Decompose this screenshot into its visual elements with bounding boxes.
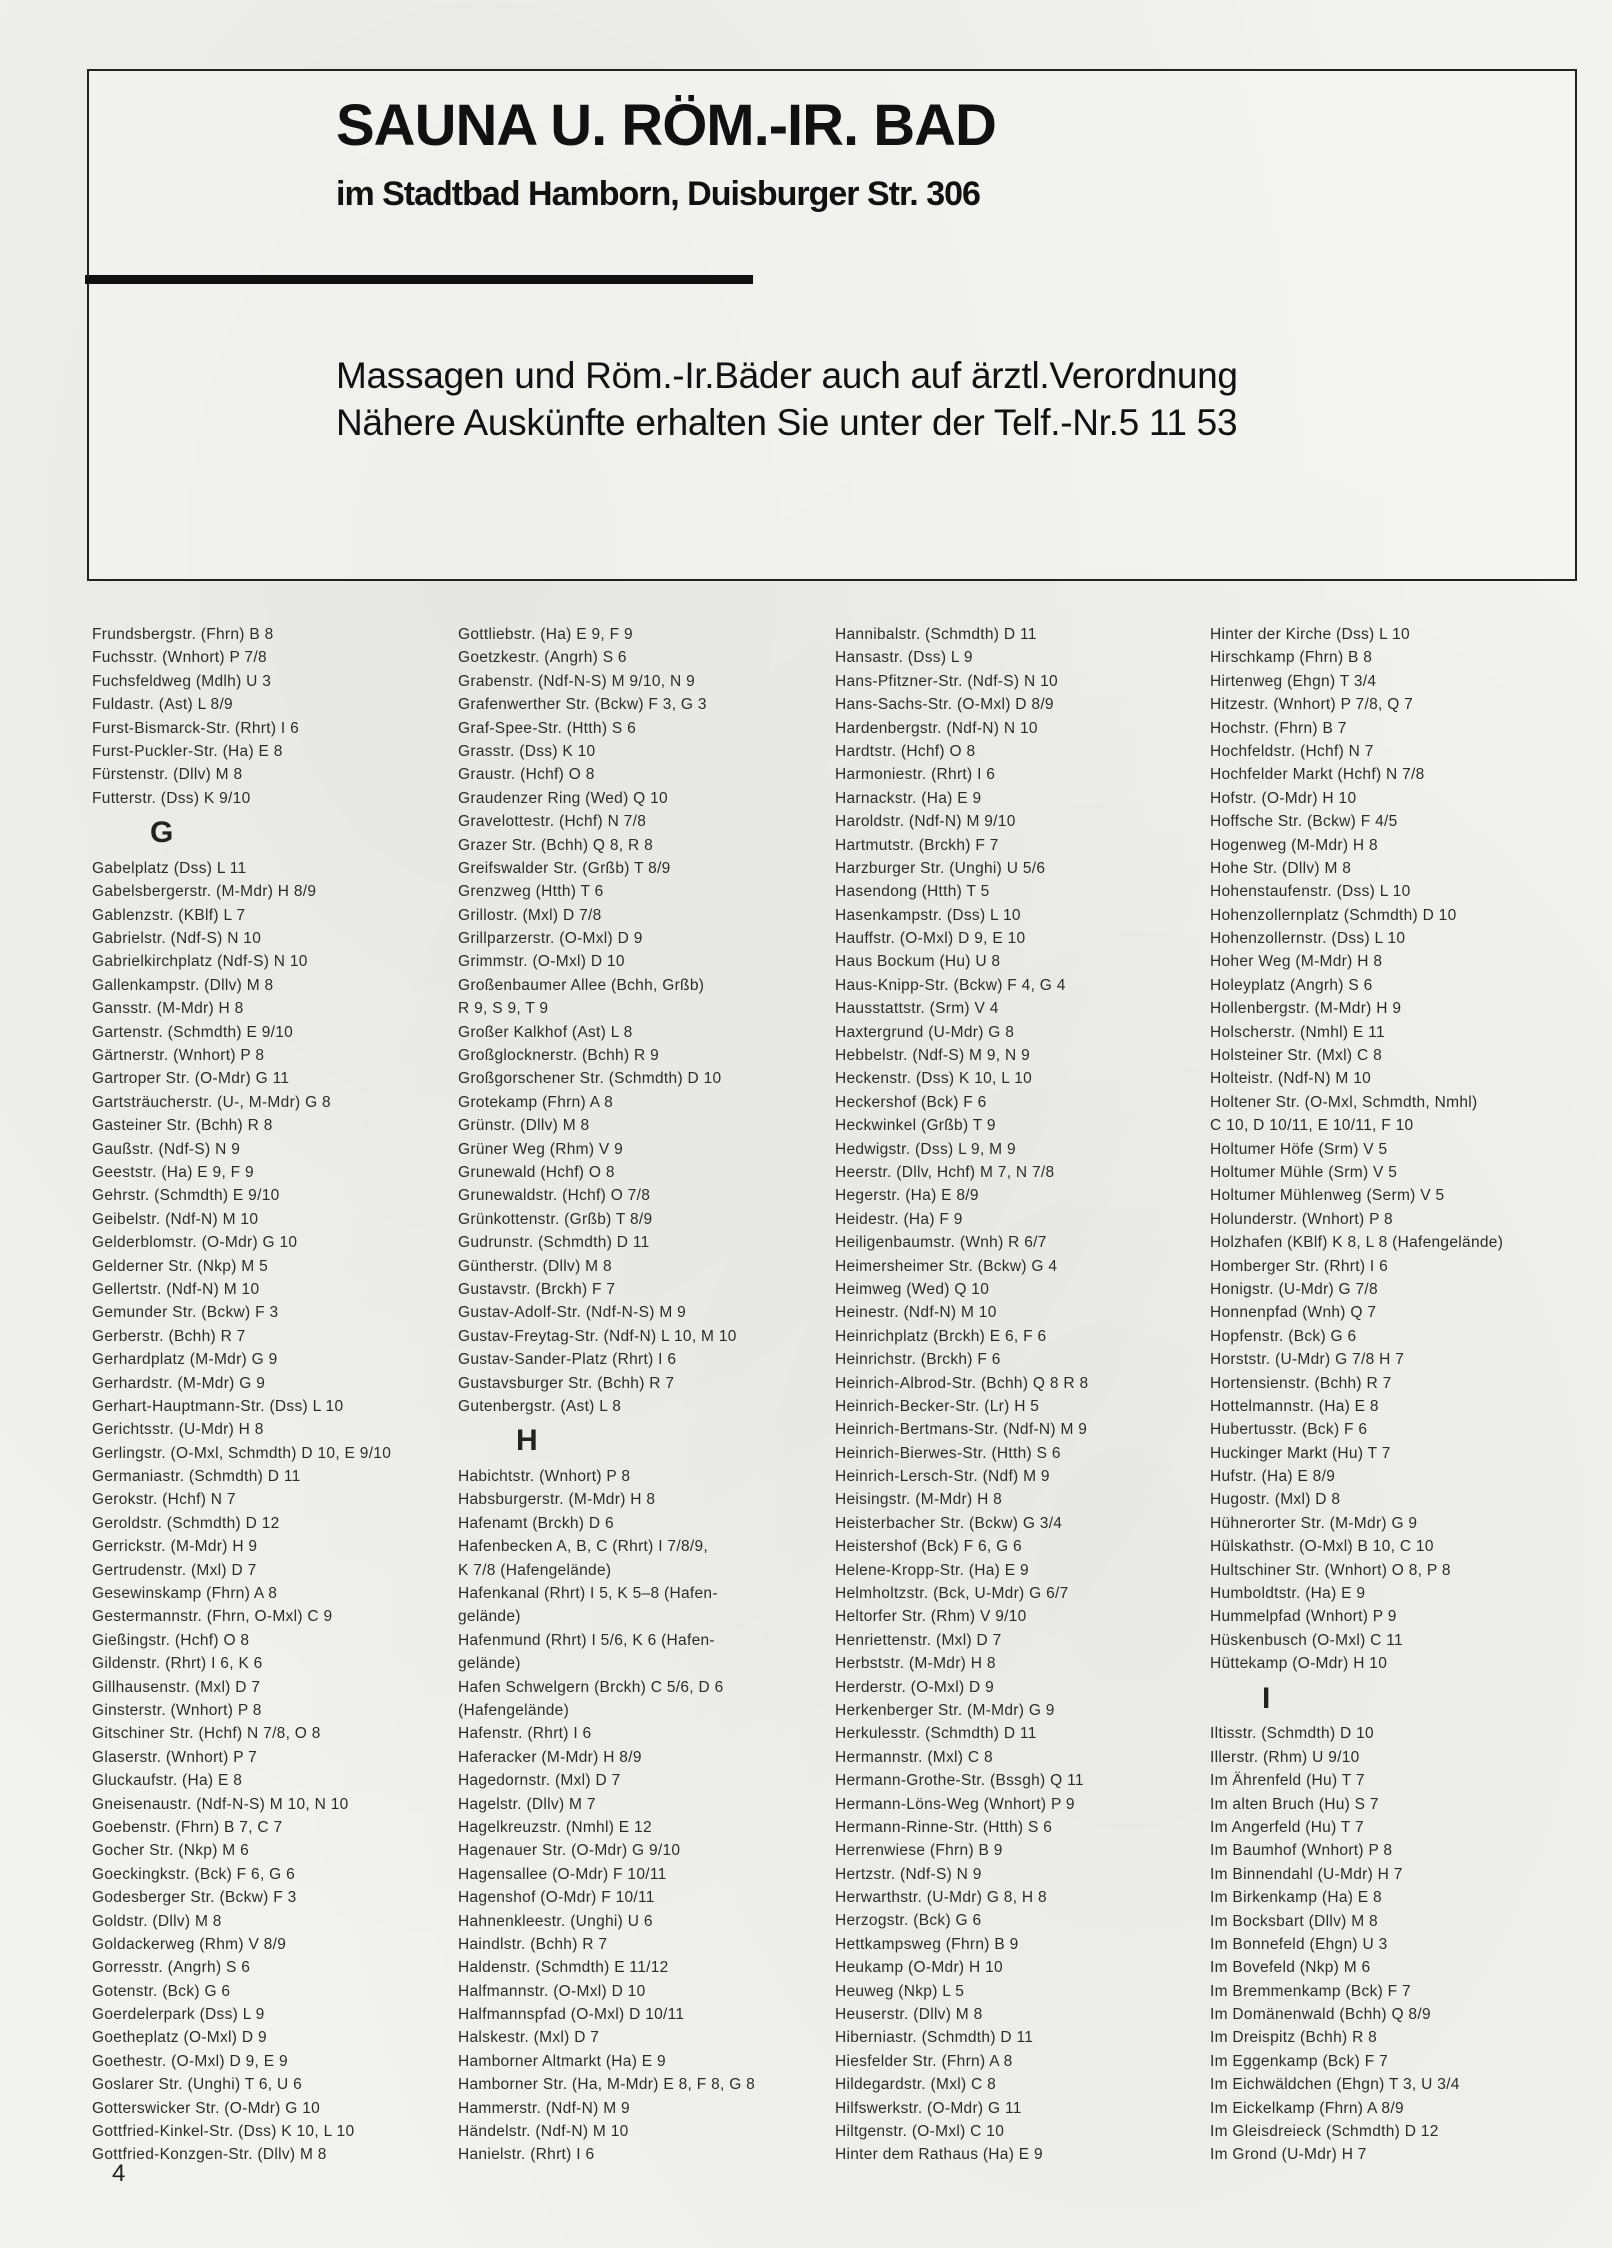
street-index-entry: Goslarer Str. (Unghi) T 6, U 6 bbox=[92, 2076, 303, 2094]
street-index-entry: Hochstr. (Fhrn) B 7 bbox=[1210, 719, 1347, 737]
street-index-entry: Hohenzollernstr. (Dss) L 10 bbox=[1210, 930, 1406, 948]
street-index-entry: Gelderblomstr. (O-Mdr) G 10 bbox=[92, 1234, 298, 1252]
street-index-entry: Gorresstr. (Angrh) S 6 bbox=[92, 1959, 251, 1977]
street-index-entry: Fuchsfeldweg (Mdlh) U 3 bbox=[92, 672, 272, 690]
street-index-entry: Helmholtzstr. (Bck, U-Mdr) G 6/7 bbox=[835, 1585, 1069, 1603]
street-index-entry: Gelderner Str. (Nkp) M 5 bbox=[92, 1257, 269, 1275]
street-index-entry: Hinter dem Rathaus (Ha) E 9 bbox=[835, 2146, 1043, 2164]
ad-text-line-1: Massagen und Röm.-Ir.Bäder auch auf ärztl.Verordnung bbox=[336, 355, 1238, 396]
street-index-entry: Hammerstr. (Ndf-N) M 9 bbox=[458, 2099, 630, 2117]
ad-text-line-2: Nähere Auskünfte erhalten Sie unter der Telf.-Nr.5 11 53 bbox=[336, 402, 1238, 443]
ad-title: SAUNA U. RÖM.-IR. BAD bbox=[336, 93, 996, 158]
street-index-entry: Gerrickstr. (M-Mdr) H 9 bbox=[92, 1538, 258, 1556]
street-index-entry: Futterstr. (Dss) K 9/10 bbox=[92, 789, 251, 807]
street-index-entry: Godesberger Str. (Bckw) F 3 bbox=[92, 1889, 297, 1907]
street-index-entry: Hettkampsweg (Fhrn) B 9 bbox=[835, 1935, 1019, 1953]
street-index-entry: Hopfenstr. (Bck) G 6 bbox=[1210, 1327, 1357, 1345]
street-index-entry: Haferacker (M-Mdr) H 8/9 bbox=[458, 1748, 642, 1766]
street-index-entry: Heltorfer Str. (Rhm) V 9/10 bbox=[835, 1608, 1027, 1626]
street-index-entry: Fürstenstr. (Dllv) M 8 bbox=[92, 766, 243, 784]
street-index-entry: Heukamp (O-Mdr) H 10 bbox=[835, 1959, 1003, 1977]
street-index-entry: Hermann-Löns-Weg (Wnhort) P 9 bbox=[835, 1795, 1075, 1813]
street-index-entry: Grüner Weg (Rhm) V 9 bbox=[458, 1140, 624, 1158]
street-index-entry: Herrenwiese (Fhrn) B 9 bbox=[835, 1842, 1003, 1860]
street-index-entry: Gärtnerstr. (Wnhort) P 8 bbox=[92, 1047, 265, 1065]
street-index-column-4 bbox=[1210, 623, 1503, 2167]
section-letter-heading: H bbox=[516, 1424, 538, 1458]
street-index-entry: Hagelkreuzstr. (Nmhl) E 12 bbox=[458, 1818, 652, 1836]
street-index-entry: Frundsbergstr. (Fhrn) B 8 bbox=[92, 626, 274, 643]
street-index-entry: Hegerstr. (Ha) E 8/9 bbox=[835, 1187, 979, 1205]
street-index-entry: Gustav-Freytag-Str. (Ndf-N) L 10, M 10 bbox=[458, 1327, 737, 1345]
street-index-entry: Hafen Schwelgern (Brckh) C 5/6, D 6 bbox=[458, 1678, 724, 1696]
street-index-entry: Hohenzollernplatz (Schmdth) D 10 bbox=[1210, 906, 1457, 924]
street-index-entry: Goldackerweg (Rhm) V 8/9 bbox=[92, 1935, 287, 1953]
street-index-entry: Heinrich-Becker-Str. (Lr) H 5 bbox=[835, 1397, 1040, 1415]
street-index-entry: Gerichtsstr. (U-Mdr) H 8 bbox=[92, 1421, 264, 1439]
street-index-entry: Geibelstr. (Ndf-N) M 10 bbox=[92, 1210, 259, 1228]
street-index-entry: Gustavsburger Str. (Bchh) R 7 bbox=[458, 1374, 675, 1392]
street-index-entry: gelände) bbox=[458, 1655, 521, 1673]
street-index-entry: Gabrielstr. (Ndf-S) N 10 bbox=[92, 930, 262, 948]
street-index-entry: Großglocknerstr. (Bchh) R 9 bbox=[458, 1047, 660, 1065]
street-index-entry: Ginsterstr. (Wnhort) P 8 bbox=[92, 1701, 262, 1719]
street-index-entry: Hagenauer Str. (O-Mdr) G 9/10 bbox=[458, 1842, 681, 1860]
street-index-entry: Gerberstr. (Bchh) R 7 bbox=[92, 1327, 246, 1345]
street-index-entry: Heckershof (Bck) F 6 bbox=[835, 1093, 987, 1111]
street-index-entry: Hirtenweg (Ehgn) T 3/4 bbox=[1210, 672, 1377, 690]
street-index-entry: Hitzestr. (Wnhort) P 7/8, Q 7 bbox=[1210, 696, 1414, 714]
street-index-entry: Graudenzer Ring (Wed) Q 10 bbox=[458, 789, 668, 807]
street-index-entry: Hildegardstr. (Mxl) C 8 bbox=[835, 2076, 997, 2094]
street-index-entry: Hermann-Grothe-Str. (Bssgh) Q 11 bbox=[835, 1772, 1084, 1790]
street-index-entry: Hafenmund (Rhrt) I 5/6, K 6 (Hafen- bbox=[458, 1631, 715, 1649]
street-index-entry: Illerstr. (Rhm) U 9/10 bbox=[1210, 1748, 1360, 1766]
street-index-entry: C 10, D 10/11, E 10/11, F 10 bbox=[1210, 1117, 1414, 1135]
street-index-entry: Im Ährenfeld (Hu) T 7 bbox=[1210, 1772, 1365, 1790]
street-index-entry: Gotterswicker Str. (O-Mdr) G 10 bbox=[92, 2099, 321, 2117]
street-index-entry: Güntherstr. (Dllv) M 8 bbox=[458, 1257, 612, 1275]
street-index-entry: Holsteiner Str. (Mxl) C 8 bbox=[1210, 1047, 1383, 1065]
street-index-entry: Gutenbergstr. (Ast) L 8 bbox=[458, 1397, 622, 1415]
street-index-entry: Hiesfelder Str. (Fhrn) A 8 bbox=[835, 2052, 1013, 2070]
street-index-entry: Heinrich-Bierwes-Str. (Htth) S 6 bbox=[835, 1444, 1061, 1462]
street-index-entry: Heimweg (Wed) Q 10 bbox=[835, 1280, 990, 1298]
street-index-entry: Hohenstaufenstr. (Dss) L 10 bbox=[1210, 883, 1411, 901]
street-index-entry: Huckinger Markt (Hu) T 7 bbox=[1210, 1444, 1391, 1462]
street-index-entry: Goerdelerpark (Dss) L 9 bbox=[92, 2006, 265, 2024]
street-index-entry: Hafenamt (Brckh) D 6 bbox=[458, 1514, 614, 1532]
street-index-entry: Furst-Bismarck-Str. (Rhrt) I 6 bbox=[92, 719, 300, 737]
street-index-entry: Grillostr. (Mxl) D 7/8 bbox=[458, 906, 602, 924]
street-index-entry: Heerstr. (Dllv, Hchf) M 7, N 7/8 bbox=[835, 1163, 1055, 1181]
street-index-entry: Gustavstr. (Brckh) F 7 bbox=[458, 1280, 616, 1298]
street-index-entry: Hardtstr. (Hchf) O 8 bbox=[835, 742, 976, 760]
street-index-entry: Hinter der Kirche (Dss) L 10 bbox=[1210, 626, 1410, 643]
street-index-entry: Im alten Bruch (Hu) S 7 bbox=[1210, 1795, 1379, 1813]
street-index-entry: Holtumer Höfe (Srm) V 5 bbox=[1210, 1140, 1388, 1158]
section-letter-heading: I bbox=[1262, 1681, 1271, 1715]
street-index-entry: Halfmannspfad (O-Mxl) D 10/11 bbox=[458, 2006, 685, 2024]
street-index-entry: Hertzstr. (Ndf-S) N 9 bbox=[835, 1865, 982, 1883]
street-index-entry: Harnackstr. (Ha) E 9 bbox=[835, 789, 982, 807]
street-index-entry: Hansastr. (Dss) L 9 bbox=[835, 649, 973, 667]
street-index-entry: Iltisstr. (Schmdth) D 10 bbox=[1210, 1725, 1374, 1743]
street-index-entry: Hagedornstr. (Mxl) D 7 bbox=[458, 1772, 621, 1790]
street-index-entry: Hülskathstr. (O-Mxl) B 10, C 10 bbox=[1210, 1538, 1434, 1556]
street-index-entry: Heidestr. (Ha) F 9 bbox=[835, 1210, 963, 1228]
street-index-entry: Heinrichplatz (Brckh) E 6, F 6 bbox=[835, 1327, 1047, 1345]
street-index-entry: Hafenstr. (Rhrt) I 6 bbox=[458, 1725, 592, 1743]
street-index-entry: Horststr. (U-Mdr) G 7/8 H 7 bbox=[1210, 1351, 1405, 1369]
street-index-entry: Grünkottenstr. (Grßb) T 8/9 bbox=[458, 1210, 653, 1228]
street-index-entry: Holtumer Mühlenweg (Serm) V 5 bbox=[1210, 1187, 1445, 1205]
street-index-entry: Im Binnendahl (U-Mdr) H 7 bbox=[1210, 1865, 1403, 1883]
street-index-entry: Hoher Weg (M-Mdr) H 8 bbox=[1210, 953, 1383, 971]
street-index-entry: Heckenstr. (Dss) K 10, L 10 bbox=[835, 1070, 1033, 1088]
street-index-entry: Haindlstr. (Bchh) R 7 bbox=[458, 1935, 608, 1953]
street-index-entry: Gerlingstr. (O-Mxl, Schmdth) D 10, E 9/10 bbox=[92, 1444, 392, 1462]
street-index-entry: Im Birkenkamp (Ha) E 8 bbox=[1210, 1889, 1382, 1907]
street-index-entry: Holteistr. (Ndf-N) M 10 bbox=[1210, 1070, 1372, 1088]
street-index-entry: K 7/8 (Hafengelände) bbox=[458, 1561, 612, 1579]
street-index-entry: Gotenstr. (Bck) G 6 bbox=[92, 1982, 231, 2000]
street-index-entry: Homberger Str. (Rhrt) I 6 bbox=[1210, 1257, 1389, 1275]
street-index-entry: Haus Bockum (Hu) U 8 bbox=[835, 953, 1001, 971]
street-index-entry: Im Eichwäldchen (Ehgn) T 3, U 3/4 bbox=[1210, 2076, 1460, 2094]
street-index-entry: R 9, S 9, T 9 bbox=[458, 1000, 549, 1018]
street-index-entry: Grafenwerther Str. (Bckw) F 3, G 3 bbox=[458, 696, 707, 714]
street-index-entry: Hagensallee (O-Mdr) F 10/11 bbox=[458, 1865, 667, 1883]
street-index-entry: Furst-Puckler-Str. (Ha) E 8 bbox=[92, 742, 283, 760]
street-index-entry: Heuserstr. (Dllv) M 8 bbox=[835, 2006, 983, 2024]
street-index-entry: Goeckingkstr. (Bck) F 6, G 6 bbox=[92, 1865, 296, 1883]
street-index-entry: Grotekamp (Fhrn) A 8 bbox=[458, 1093, 614, 1111]
street-index-entry: Im Eickelkamp (Fhrn) A 8/9 bbox=[1210, 2099, 1404, 2117]
street-index-entry: Im Angerfeld (Hu) T 7 bbox=[1210, 1818, 1364, 1836]
street-index-entry: Hollenbergstr. (M-Mdr) H 9 bbox=[1210, 1000, 1402, 1018]
street-index-entry: Goetzkestr. (Angrh) S 6 bbox=[458, 649, 627, 667]
street-index-entry: Gottfried-Konzgen-Str. (Dllv) M 8 bbox=[92, 2146, 327, 2164]
street-index-entry: Gerhart-Hauptmann-Str. (Dss) L 10 bbox=[92, 1397, 344, 1415]
street-index-entry: Gasteiner Str. (Bchh) R 8 bbox=[92, 1117, 273, 1135]
street-index-entry: Heiligenbaumstr. (Wnh) R 6/7 bbox=[835, 1234, 1047, 1252]
street-index-column-3 bbox=[835, 623, 1088, 2167]
street-index-entry: Herwarthstr. (U-Mdr) G 8, H 8 bbox=[835, 1889, 1047, 1907]
street-index-entry: Hagelstr. (Dllv) M 7 bbox=[458, 1795, 596, 1813]
street-index-entry: Hasenkampstr. (Dss) L 10 bbox=[835, 906, 1021, 924]
street-index-entry: Im Baumhof (Wnhort) P 8 bbox=[1210, 1842, 1393, 1860]
street-index-entry: Heisingstr. (M-Mdr) H 8 bbox=[835, 1491, 1003, 1509]
street-index-entry: Heisterbacher Str. (Bckw) G 3/4 bbox=[835, 1514, 1063, 1532]
street-index-entry: Herzogstr. (Bck) G 6 bbox=[835, 1912, 982, 1930]
street-index-entry: Habichtstr. (Wnhort) P 8 bbox=[458, 1468, 631, 1486]
street-index-entry: Honnenpfad (Wnh) Q 7 bbox=[1210, 1304, 1377, 1322]
street-index-entry: Hilfswerkstr. (O-Mdr) G 11 bbox=[835, 2099, 1022, 2117]
street-index-entry: Holscherstr. (Nmhl) E 11 bbox=[1210, 1023, 1385, 1041]
street-index-entry: Im Grond (U-Mdr) H 7 bbox=[1210, 2146, 1367, 2164]
street-index-entry: Gablenzstr. (KBlf) L 7 bbox=[92, 906, 246, 924]
ad-divider-rule bbox=[85, 275, 753, 284]
street-index-entry: Gustav-Sander-Platz (Rhrt) I 6 bbox=[458, 1351, 677, 1369]
street-index-entry: Gitschiner Str. (Hchf) N 7/8, O 8 bbox=[92, 1725, 321, 1743]
street-index-entry: Grunewald (Hchf) O 8 bbox=[458, 1163, 615, 1181]
street-index-entry: Im Bocksbart (Dllv) M 8 bbox=[1210, 1912, 1378, 1930]
street-index-entry: Gildenstr. (Rhrt) I 6, K 6 bbox=[92, 1655, 263, 1673]
street-index-entry: Gneisenaustr. (Ndf-N-S) M 10, N 10 bbox=[92, 1795, 349, 1813]
street-index-entry: Gabelsbergerstr. (M-Mdr) H 8/9 bbox=[92, 883, 317, 901]
street-index-entry: Im Bovefeld (Nkp) M 6 bbox=[1210, 1959, 1371, 1977]
street-index-entry: Hüttekamp (O-Mdr) H 10 bbox=[1210, 1655, 1388, 1673]
street-index-entry: Gertrudenstr. (Mxl) D 7 bbox=[92, 1561, 257, 1579]
street-index-entry: Grillparzerstr. (O-Mxl) D 9 bbox=[458, 930, 643, 948]
street-index-entry: Herkulesstr. (Schmdth) D 11 bbox=[835, 1725, 1037, 1743]
street-index-entry: Glaserstr. (Wnhort) P 7 bbox=[92, 1748, 258, 1766]
street-index-entry: Hermann-Rinne-Str. (Htth) S 6 bbox=[835, 1818, 1053, 1836]
street-index-entry: Gießingstr. (Hchf) O 8 bbox=[92, 1631, 250, 1649]
street-index-entry: Heistershof (Bck) F 6, G 6 bbox=[835, 1538, 1022, 1556]
street-index-entry: Hans-Pfitzner-Str. (Ndf-S) N 10 bbox=[835, 672, 1058, 690]
street-index-entry: Großenbaumer Allee (Bchh, Grßb) bbox=[458, 976, 705, 994]
street-index-entry: Helene-Kropp-Str. (Ha) E 9 bbox=[835, 1561, 1029, 1579]
street-index-entry: Hohe Str. (Dllv) M 8 bbox=[1210, 859, 1352, 877]
street-index-entry: Gustav-Adolf-Str. (Ndf-N-S) M 9 bbox=[458, 1304, 687, 1322]
street-index-column-1 bbox=[92, 623, 391, 2167]
street-index-entry: Gestermannstr. (Fhrn, O-Mxl) C 9 bbox=[92, 1608, 333, 1626]
street-index-entry: Im Gleisdreieck (Schmdth) D 12 bbox=[1210, 2123, 1439, 2141]
street-index-entry: Hochfeldstr. (Hchf) N 7 bbox=[1210, 742, 1374, 760]
street-index-entry: Fuldastr. (Ast) L 8/9 bbox=[92, 696, 233, 714]
street-index-entry: Hahnenkleestr. (Unghi) U 6 bbox=[458, 1912, 653, 1930]
street-index-entry: Grunewaldstr. (Hchf) O 7/8 bbox=[458, 1187, 651, 1205]
street-index-entry: Gansstr. (M-Mdr) H 8 bbox=[92, 1000, 244, 1018]
street-index-entry: Habsburgerstr. (M-Mdr) H 8 bbox=[458, 1491, 656, 1509]
street-index-entry: Gillhausenstr. (Mxl) D 7 bbox=[92, 1678, 261, 1696]
street-index-entry: Gravelottestr. (Hchf) N 7/8 bbox=[458, 813, 647, 831]
street-index-entry: Heinrich-Lersch-Str. (Ndf) M 9 bbox=[835, 1468, 1050, 1486]
street-index-entry: Heinrichstr. (Brckh) F 6 bbox=[835, 1351, 1001, 1369]
street-index-entry: Hamborner Altmarkt (Ha) E 9 bbox=[458, 2052, 666, 2070]
street-index-entry: Hiltgenstr. (O-Mxl) C 10 bbox=[835, 2123, 1005, 2140]
street-index-entry: Heinrich-Albrod-Str. (Bchh) Q 8 R 8 bbox=[835, 1374, 1089, 1392]
street-index-entry: Händelstr. (Ndf-N) M 10 bbox=[458, 2123, 629, 2141]
street-index-entry: Holtumer Mühle (Srm) V 5 bbox=[1210, 1163, 1398, 1181]
street-index-entry: Heimersheimer Str. (Bckw) G 4 bbox=[835, 1257, 1058, 1275]
street-index-entry: Greifswalder Str. (Grßb) T 8/9 bbox=[458, 859, 671, 877]
street-index-entry: Hagenshof (O-Mdr) F 10/11 bbox=[458, 1889, 655, 1907]
street-index-entry: Gehrstr. (Schmdth) E 9/10 bbox=[92, 1187, 280, 1205]
street-index-entry: Gemunder Str. (Bckw) F 3 bbox=[92, 1304, 279, 1322]
street-index-entry: Goethestr. (O-Mxl) D 9, E 9 bbox=[92, 2052, 288, 2070]
street-index-entry: Holzhafen (KBlf) K 8, L 8 (Hafengelände) bbox=[1210, 1234, 1504, 1252]
street-index-entry: Gellertstr. (Ndf-N) M 10 bbox=[92, 1280, 260, 1298]
street-index-entry: Hoffsche Str. (Bckw) F 4/5 bbox=[1210, 813, 1398, 831]
street-index-entry: Gartroper Str. (O-Mdr) G 11 bbox=[92, 1070, 290, 1088]
street-index-entry: Hebbelstr. (Ndf-S) M 9, N 9 bbox=[835, 1047, 1031, 1065]
street-index-entry: Herderstr. (O-Mxl) D 9 bbox=[835, 1678, 995, 1696]
street-index-entry: Hirschkamp (Fhrn) B 8 bbox=[1210, 649, 1373, 667]
street-index-entry: Hafenbecken A, B, C (Rhrt) I 7/8/9, bbox=[458, 1538, 709, 1556]
street-index-entry: Hortensienstr. (Bchh) R 7 bbox=[1210, 1374, 1392, 1392]
street-index-entry: Geeststr. (Ha) E 9, F 9 bbox=[92, 1164, 254, 1181]
street-index-entry: Haus-Knipp-Str. (Bckw) F 4, G 4 bbox=[835, 976, 1066, 994]
street-index-entry: Grabenstr. (Ndf-N-S) M 9/10, N 9 bbox=[458, 672, 695, 690]
street-index-entry: Gesewinskamp (Fhrn) A 8 bbox=[92, 1585, 278, 1603]
street-index-entry: Grazer Str. (Bchh) Q 8, R 8 bbox=[458, 836, 654, 854]
street-index-entry: Großer Kalkhof (Ast) L 8 bbox=[458, 1023, 633, 1041]
street-index-entry: Hofstr. (O-Mdr) H 10 bbox=[1210, 789, 1357, 807]
street-index-entry: (Hafengelände) bbox=[458, 1701, 570, 1719]
street-index-entry: Goldstr. (Dllv) M 8 bbox=[92, 1912, 222, 1930]
street-index-entry: Geroldstr. (Schmdth) D 12 bbox=[92, 1514, 280, 1532]
ad-subtitle: im Stadtbad Hamborn, Duisburger Str. 306 bbox=[336, 175, 980, 213]
street-index-entry: Hubertusstr. (Bck) F 6 bbox=[1210, 1421, 1368, 1439]
street-index-entry: Herbststr. (M-Mdr) H 8 bbox=[835, 1655, 996, 1673]
street-index-entry: Herkenberger Str. (M-Mdr) G 9 bbox=[835, 1701, 1055, 1719]
street-index-entry: Holtener Str. (O-Mxl, Schmdth, Nmhl) bbox=[1210, 1093, 1478, 1111]
street-index-entry: Holeyplatz (Angrh) S 6 bbox=[1210, 976, 1373, 994]
street-index-entry: Gartenstr. (Schmdth) E 9/10 bbox=[92, 1023, 294, 1041]
street-index-entry: Hochfelder Markt (Hchf) N 7/8 bbox=[1210, 766, 1425, 784]
street-index-entry: Hausstattstr. (Srm) V 4 bbox=[835, 1000, 999, 1018]
street-index-entry: Hermannstr. (Mxl) C 8 bbox=[835, 1748, 993, 1766]
street-index-entry: Im Bremmenkamp (Bck) F 7 bbox=[1210, 1982, 1411, 2000]
street-index-entry: Gudrunstr. (Schmdth) D 11 bbox=[458, 1234, 650, 1252]
street-index-entry: Holunderstr. (Wnhort) P 8 bbox=[1210, 1210, 1393, 1228]
section-letter-heading: G bbox=[150, 816, 174, 850]
street-index-entry: Gerhardplatz (M-Mdr) G 9 bbox=[92, 1351, 278, 1369]
street-index-entry: Germaniastr. (Schmdth) D 11 bbox=[92, 1468, 301, 1486]
street-index-entry: Gaußstr. (Ndf-S) N 9 bbox=[92, 1140, 241, 1158]
street-index-column-2 bbox=[458, 623, 755, 2167]
street-index-entry: Heinrich-Bertmans-Str. (Ndf-N) M 9 bbox=[835, 1421, 1088, 1439]
street-index-entry: Halskestr. (Mxl) D 7 bbox=[458, 2029, 600, 2047]
street-index-entry: Hogenweg (M-Mdr) H 8 bbox=[1210, 836, 1378, 854]
street-index-entry: Hultschiner Str. (Wnhort) O 8, P 8 bbox=[1210, 1561, 1451, 1579]
street-index-entry: Hufstr. (Ha) E 8/9 bbox=[1210, 1468, 1336, 1486]
street-index-entry: Haxtergrund (U-Mdr) G 8 bbox=[835, 1023, 1015, 1041]
street-index-entry: Gartsträucherstr. (U-, M-Mdr) G 8 bbox=[92, 1093, 331, 1111]
street-index-entry: Hauffstr. (O-Mxl) D 9, E 10 bbox=[835, 930, 1026, 948]
street-index-entry: Im Dreispitz (Bchh) R 8 bbox=[1210, 2029, 1378, 2047]
street-index-entry: Hannibalstr. (Schmdth) D 11 bbox=[835, 626, 1037, 643]
street-index-entry: Humboldtstr. (Ha) E 9 bbox=[1210, 1585, 1366, 1603]
street-index-entry: Hanielstr. (Rhrt) I 6 bbox=[458, 2146, 595, 2164]
street-index-entry: Gallenkampstr. (Dllv) M 8 bbox=[92, 976, 274, 994]
street-index-entry: Haroldstr. (Ndf-N) M 9/10 bbox=[835, 813, 1016, 831]
street-index-entry: Hugostr. (Mxl) D 8 bbox=[1210, 1491, 1341, 1509]
street-index-entry: Goebenstr. (Fhrn) B 7, C 7 bbox=[92, 1818, 283, 1836]
street-index-entry: Halfmannstr. (O-Mxl) D 10 bbox=[458, 1982, 646, 2000]
street-index-entry: Heckwinkel (Grßb) T 9 bbox=[835, 1117, 996, 1135]
street-index-entry: Grünstr. (Dllv) M 8 bbox=[458, 1117, 590, 1135]
street-index-entry: Gluckaufstr. (Ha) E 8 bbox=[92, 1772, 243, 1790]
street-index-entry: Hühnerorter Str. (M-Mdr) G 9 bbox=[1210, 1514, 1418, 1532]
page-number: 4 bbox=[112, 2160, 126, 2187]
street-index-entry: Gabelplatz (Dss) L 11 bbox=[92, 859, 247, 877]
street-index-entry: Harzburger Str. (Unghi) U 5/6 bbox=[835, 859, 1046, 877]
street-index-entry: Im Eggenkamp (Bck) F 7 bbox=[1210, 2052, 1389, 2070]
street-index-entry: Gabrielkirchplatz (Ndf-S) N 10 bbox=[92, 953, 308, 971]
street-index-entry: Gerhardstr. (M-Mdr) G 9 bbox=[92, 1374, 266, 1392]
street-index-entry: Hafenkanal (Rhrt) I 5, K 5–8 (Hafen- bbox=[458, 1585, 718, 1603]
street-index-entry: Hardenbergstr. (Ndf-N) N 10 bbox=[835, 719, 1038, 737]
street-index-entry: Graf-Spee-Str. (Htth) S 6 bbox=[458, 719, 637, 737]
street-index-entry: Honigstr. (U-Mdr) G 7/8 bbox=[1210, 1280, 1378, 1298]
street-index-entry: Großgorschener Str. (Schmdth) D 10 bbox=[458, 1070, 722, 1088]
street-index-entry: Hans-Sachs-Str. (O-Mxl) D 8/9 bbox=[835, 696, 1054, 714]
street-index-entry: Hottelmannstr. (Ha) E 8 bbox=[1210, 1397, 1379, 1415]
street-index-entry: Goetheplatz (O-Mxl) D 9 bbox=[92, 2029, 267, 2047]
street-index-entry: Grenzweg (Htth) T 6 bbox=[458, 883, 604, 901]
street-index-entry: Graustr. (Hchf) O 8 bbox=[458, 766, 595, 784]
street-index-entry: Fuchsstr. (Wnhort) P 7/8 bbox=[92, 649, 267, 667]
street-index-entry: Harmoniestr. (Rhrt) I 6 bbox=[835, 766, 996, 784]
street-index-entry: Hüskenbusch (O-Mxl) C 11 bbox=[1210, 1631, 1403, 1649]
street-index-entry: Gottliebstr. (Ha) E 9, F 9 bbox=[458, 626, 633, 643]
street-index-entry: Im Bonnefeld (Ehgn) U 3 bbox=[1210, 1935, 1388, 1953]
street-index-entry: Gocher Str. (Nkp) M 6 bbox=[92, 1842, 250, 1860]
street-index-entry: Henriettenstr. (Mxl) D 7 bbox=[835, 1631, 1002, 1649]
street-index-entry: Grasstr. (Dss) K 10 bbox=[458, 742, 596, 760]
street-index-entry: Heuweg (Nkp) L 5 bbox=[835, 1982, 965, 2000]
street-index-entry: Hedwigstr. (Dss) L 9, M 9 bbox=[835, 1140, 1016, 1158]
street-index-entry: Hamborner Str. (Ha, M-Mdr) E 8, F 8, G 8 bbox=[458, 2076, 756, 2094]
street-index-entry: Haldenstr. (Schmdth) E 11/12 bbox=[458, 1959, 669, 1977]
street-index-entry: gelände) bbox=[458, 1608, 521, 1626]
street-index-entry: Heinestr. (Ndf-N) M 10 bbox=[835, 1304, 997, 1322]
street-index-entry: Gerokstr. (Hchf) N 7 bbox=[92, 1491, 236, 1509]
street-index-entry: Grimmstr. (O-Mxl) D 10 bbox=[458, 953, 625, 971]
street-index-entry: Hiberniastr. (Schmdth) D 11 bbox=[835, 2029, 1034, 2047]
street-index-entry: Im Domänenwald (Bchh) Q 8/9 bbox=[1210, 2006, 1431, 2024]
street-index-entry: Hasendong (Htth) T 5 bbox=[835, 883, 990, 901]
street-index-entry: Hummelpfad (Wnhort) P 9 bbox=[1210, 1608, 1397, 1626]
street-index-entry: Hartmutstr. (Brckh) F 7 bbox=[835, 836, 999, 854]
street-index-entry: Gottfried-Kinkel-Str. (Dss) K 10, L 10 bbox=[92, 2123, 355, 2141]
